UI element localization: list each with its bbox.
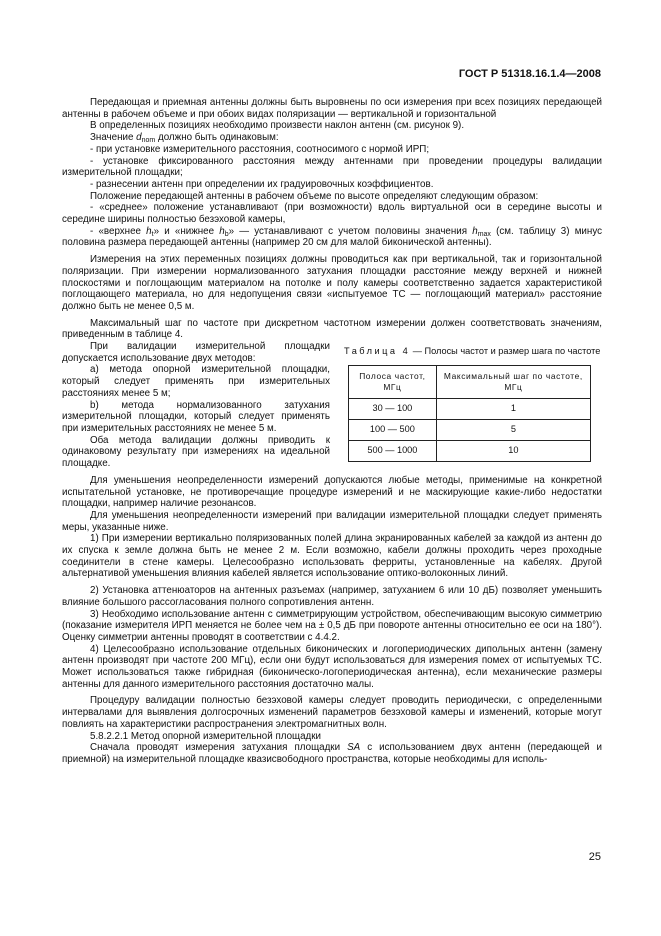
table-row xyxy=(349,399,591,420)
paragraph: При валидации измерительной площадки допускается использование двух методов: xyxy=(62,341,330,364)
paragraph: 2) Установка аттенюаторов на антенных разъемах (например, затуханием 6 или 10 дБ) позволяет уменьшить влияние большого рассогласования полного сопротивления антенн. xyxy=(62,585,602,608)
paragraph: Для уменьшения неопределенности измерений допускаются любые методы, применимые на конкретной испытательной установке, не противоречащие процедуре измерений и не маскирующие какие-либо недостатки площадки, например наличие резонансов. xyxy=(62,474,602,510)
paragraph: Сначала проводят измерения затухания площадки SA с использованием двух антенн (передающей и приемной) на измерительной площадке квазисвободного пространства, которые необходимы для исполь- xyxy=(62,742,603,765)
methods-and-table xyxy=(62,341,602,470)
step-cell: 1 xyxy=(436,399,590,420)
frequency-step-table xyxy=(348,365,591,462)
column-header: Полоса частот, МГц xyxy=(349,366,437,399)
table-4-block xyxy=(344,341,602,470)
paragraph: 1) При измерении вертикально поляризованных полей длина экранированных кабелей за каждой из антенн до их спуска к земле должна быть не менее 2 м. Если возможно, кабели должны проходить через проходные соединители в стене камеры. Целесообразно использовать ферриты, установленные на кабелях. Другой альтернативой уменьшения влияния кабелей является использование оптико-волоконных линий. xyxy=(62,533,602,580)
paragraph: 3) Необходимо использование антенн с симметрирующим устройством, обеспечивающим высокую симметрию (показание измерителя ИРП меняется не более чем на ± 0,5 дБ при повороте антенны относительно ее оси на 180°). Оценку симметрии антенны проводят в соответствии с 4.4.2. xyxy=(62,608,602,643)
paragraph: - разнесении антенн при определении их градуировочных коэффициентов. xyxy=(90,178,434,190)
paragraph: - «среднее» положение устанавливают (при возможности) вдоль виртуальной оси в середине высоты и середине ширины полностью безэховой камеры, xyxy=(62,202,602,226)
band-cell: 100 — 500 xyxy=(349,420,437,441)
table-row xyxy=(349,441,591,462)
document-header: ГОСТ Р 51318.16.1.4—2008 xyxy=(458,68,601,80)
table-caption: Таблица 4 — Полосы частот и размер шага по частоте xyxy=(344,346,601,357)
paragraph: Положение передающей антенны в рабочем объеме по высоте определяют следующим образом: xyxy=(90,190,539,202)
paragraph: Значение $d_{nom}$ должно быть одинаковым: xyxy=(90,132,279,145)
list-item: а) метода опорной измерительной площадки, который следует применять при измерительных расстояниях менее 5 м; xyxy=(62,364,330,399)
band-cell: 30 — 100 xyxy=(349,399,437,420)
paragraph: Процедуру валидации полностью безэховой камеры следует проводить периодически, с определенными интервалами для выявления долгосрочных изменений параметров безэховой камеры и изменений, которые могут повлиять на характеристики распространения электромагнитных волн. xyxy=(62,695,602,730)
page-body xyxy=(62,97,602,766)
paragraph: Измерения на этих переменных позициях должны проводиться как при вертикальной, так и горизонтальной поляризации. При измерении нормализованного затухания площадки расстояние между верхней и нижней плоскостями и поглощающим материалом на потолке и полу камеры соответственно задается характеристикой поглощающего материала, но для недопущения связи «испытуемое ТС — поглощающий материал» расстояние должно быть не менее 0,5 м. xyxy=(62,254,602,312)
paragraph: - «верхнее $h_t$» и «нижнее $h_b$» — устанавливают с учетом половины значения $h_{max}$ (см. таблицу 3) минус половина размера передающей антенны (например 20 см для малой биконической антенны). xyxy=(62,225,603,249)
paragraph: Максимальный шаг по частоте при дискретном частотном измерении должен соответствовать значениям, приведенным в таблице 4. xyxy=(62,317,602,341)
section-heading: 5.8.2.2.1 Метод опорной измерительной площадки xyxy=(90,730,322,742)
step-cell: 5 xyxy=(436,420,590,441)
paragraph: В определенных позициях необходимо произвести наклон антенн (см. рисунок 9). xyxy=(90,120,465,132)
paragraph: Оба метода валидации должны приводить к одинаковому результату при измерениях на идеальной площадке. xyxy=(62,434,330,470)
paragraph: - при установке измерительного расстояния, соотносимого с нормой ИРП; xyxy=(90,143,430,155)
page-number: 25 xyxy=(588,851,601,863)
validation-methods xyxy=(62,341,330,470)
band-cell: 500 — 1000 xyxy=(349,441,437,462)
list-item: b) метода нормализованного затухания измерительной площадки, который следует применять при измерительных расстояниях не менее 5 м. xyxy=(62,399,330,434)
paragraph: Для уменьшения неопределенности измерений при валидации измерительной площадки следует применять меры, указанные ниже. xyxy=(62,509,602,533)
step-cell: 10 xyxy=(436,441,590,462)
paragraph: Передающая и приемная антенны должны быть выровнены по оси измерения при всех позициях передающей антенны в рабочем объеме и при обоих видах поляризации — вертикальной и горизонтальной xyxy=(62,97,602,120)
table-row xyxy=(349,420,591,441)
column-header: Максимальный шаг по частоте, МГц xyxy=(436,366,590,399)
paragraph: - установке фиксированного расстояния между антеннами при проведении процедуры валидации измерительной площадки; xyxy=(62,155,602,179)
paragraph: 4) Целесообразно использование отдельных биконических и логопериодических дипольных антенн (замену антенн производят при частоте 200 МГц), если они будут использоваться для измерения помех от испытуемых ТС. Может использоваться также гибридная (биконическо-логопериодическая антенна), если механические размеры антенны для данного измерительного расстояния достаточно малы. xyxy=(62,643,602,690)
